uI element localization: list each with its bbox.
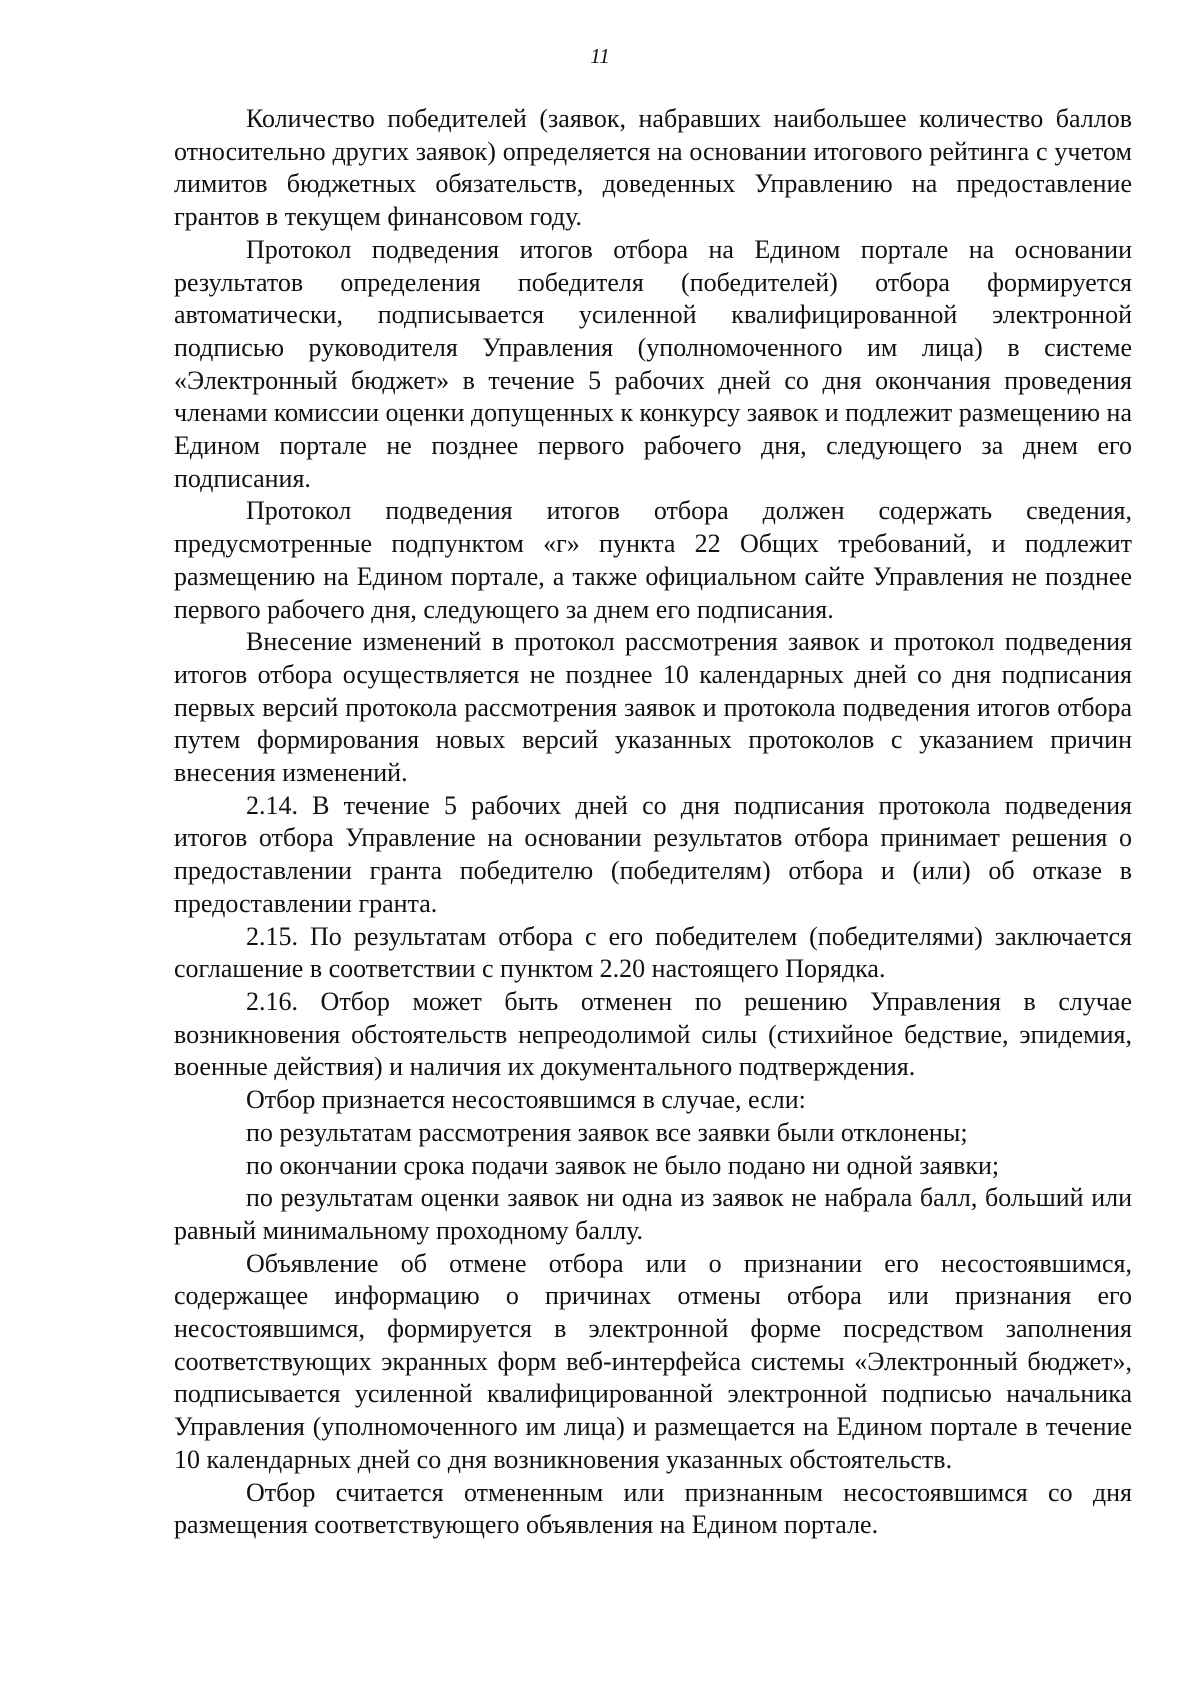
paragraph-cancellation-effective: Отбор считается отмененным или признанным несостоявшимся со дня размещения соответствующего объявления на Едином портале. <box>174 1477 1132 1540</box>
paragraph-clause-2-16: 2.16. Отбор может быть отменен по решению Управления в случае возникновения обстоятельств непреодолимой силы (стихийное бедствие, эпидемия, военные действия) и наличия их документального подтверждения. <box>174 986 1132 1082</box>
paragraph-failed-selection-intro: Отбор признается несостоявшимся в случае, если: <box>246 1085 806 1115</box>
paragraph-winners-count: Количество победителей (заявок, набравших наибольшее количество баллов относительно других заявок) определяется на основании итогового рейтинга с учетом лимитов бюджетных обязательств, доведенных Управлению на предоставление грантов в текущем финансовом году. <box>174 104 1132 232</box>
list-item-all-rejected: по результатам рассмотрения заявок все заявки были отклонены; <box>246 1117 968 1147</box>
paragraph-clause-2-14: 2.14. В течение 5 рабочих дней со дня подписания протокола подведения итогов отбора Управление на основании результатов отбора принимает решения о предоставлении гранта победителю (победителям) отбора и (или) об отказе в предоставлении гранта. <box>174 790 1132 918</box>
document-body <box>174 103 1132 1542</box>
paragraph-cancellation-notice: Объявление об отмене отбора или о признании его несостоявшимся, содержащее информацию о причинах отмены отбора или признания его несостоявшимся, формируется в электронной форме посредством заполнения соответствующих экранных форм веб-интерфейса системы «Электронный бюджет», подписывается усиленной квалифицированной электронной подписью начальника Управления (уполномоченного им лица) и размещается на Едином портале в течение 10 календарных дней со дня возникновения указанных обстоятельств. <box>174 1248 1132 1474</box>
paragraph-protocol-changes: Внесение изменений в протокол рассмотрения заявок и протокол подведения итогов отбора осуществляется не позднее 10 календарных дней со дня подписания первых версий протокола рассмотрения заявок и протокола подведения итогов отбора путем формирования новых версий указанных протоколов с указанием причин внесения изменений. <box>174 627 1132 788</box>
paragraph-protocol-formation: Протокол подведения итогов отбора на Едином портале на основании результатов определения победителя (победителей) отбора формируется автоматически, подписывается усиленной квалифицированной электронной подписью руководителя Управления (уполномоченного им лица) в системе «Электронный бюджет» в течение 5 рабочих дней со дня окончания проведения членами комиссии оценки допущенных к конкурсу заявок и подлежит размещению на Едином портале не позднее первого рабочего дня, следующего за днем его подписания. <box>174 234 1133 493</box>
list-item-no-applications: по окончании срока подачи заявок не было подано ни одной заявки; <box>246 1150 1000 1180</box>
paragraph-protocol-contents: Протокол подведения итогов отбора должен содержать сведения, предусмотренные подпунктом «г» пункта 22 Общих требований, и подлежит размещению на Едином портале, а также официальном сайте Управления не позднее первого рабочего дня, следующего за днем его подписания. <box>174 496 1132 624</box>
list-item-score-below-minimum: по результатам оценки заявок ни одна из заявок не набрала балл, больший или равный минимальному проходному баллу. <box>174 1183 1132 1245</box>
paragraph-clause-2-15: 2.15. По результатам отбора с его победителем (победителями) заключается соглашение в соответствии с пунктом 2.20 настоящего Порядка. <box>174 921 1132 984</box>
page-number: 11 <box>590 44 610 68</box>
